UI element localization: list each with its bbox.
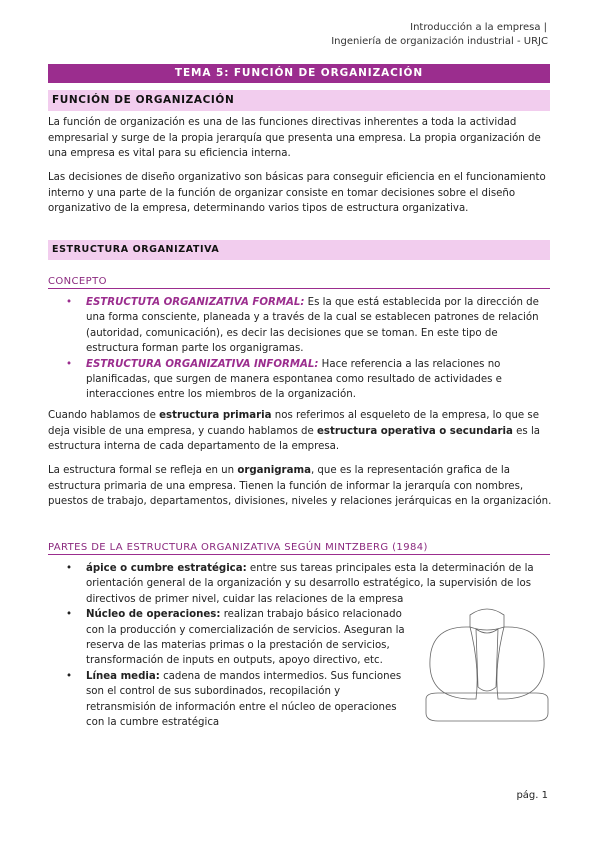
text-run: nos referimos al esqueleto de la empresa, lo que se deja visible de una empresa, y cuando hablamos de [48, 410, 539, 437]
section-heading-funcion: FUNCIÓN DE ORGANIZACIÓN [48, 90, 550, 111]
definition-formal: Es la que está establecida por la dirección de una forma consciente, planeada y a través de la cual se establecen patrones de relación (autoridad, comunicación), es decir las decisiones que se toman. En este tipo de estructura forman parte los organigramas. [86, 297, 539, 355]
definition-linea-media: cadena de mandos intermedios. Sus funciones son el control de sus subordinados, recopilación y retransmisión de información entre el núcleo de operaciones con la cumbre estratégica [86, 670, 402, 729]
text-run: Cuando hablamos de [48, 410, 160, 421]
term-informal: ESTRUCTURA ORGANIZATIVA INFORMAL: [86, 358, 319, 370]
header-course: Introducción a la empresa | [410, 22, 547, 33]
bullet-icon: • [66, 670, 73, 682]
text-run: , que es la representación grafica de la estructura primaria de una empresa. Tienen la función de informar la jerarquía con nombres, puestos de trabajo, departamentos, divisiones, niveles y relaciones jerárquicas en la organización. [48, 465, 552, 508]
figure-apex-shape [470, 609, 504, 630]
term-linea-media: Línea media: [86, 670, 160, 682]
figure-operating-core [426, 693, 548, 721]
definition-apice: entre sus tareas principales esta la determinación de la orientación general de la organización y su desarrollo estratégico, la supervisión de los directivos de primer nivel, cuidar las relaciones de la empresa [86, 563, 534, 605]
subheading-partes-mintzberg: PARTES DE LA ESTRUCTURA ORGANIZATIVA SEGÚN MINTZBERG (1984) [48, 542, 550, 555]
list-item [66, 607, 416, 669]
figure-right-lobe [497, 627, 544, 699]
figure-left-lobe [430, 627, 477, 699]
definition-nucleo: realizan trabajo básico relacionado con la producción y comercialización de servicios. Aseguran la reserva de las materias primas o la prestación de servicios, transformación de inputs en outputs, apoyo directivo, etc. [86, 609, 405, 667]
page-number: pág. 1 [516, 790, 548, 801]
paragraph-funcion-intro: La función de organización es una de las funciones directivas inherentes a toda la actividad empresarial y surge de la propia jerarquía que presenta una empresa. La propia organización de una empresa es vital para su eficiencia interna. [48, 117, 541, 160]
figure-middle-line [476, 629, 498, 691]
bullet-icon: • [66, 358, 73, 370]
text-run: La estructura formal se refleja en un [48, 465, 238, 476]
bullet-icon: • [66, 563, 73, 574]
bullet-icon: • [66, 609, 73, 621]
subheading-concepto: CONCEPTO [48, 276, 550, 289]
text-run: es la estructura interna de cada departamento de la empresa. [48, 425, 541, 453]
section-heading-estructura: ESTRUCTURA ORGANIZATIVA [48, 240, 550, 260]
paragraph-estructura-primaria [48, 408, 552, 455]
term-apice: ápice o cumbre estratégica: [86, 563, 247, 574]
list-item [66, 669, 404, 731]
list-item [66, 357, 546, 403]
concepto-list [66, 295, 546, 403]
term-formal: ESTRUCTUTA ORGANIZATIVA FORMAL: [86, 297, 305, 308]
topic-title-band: TEMA 5: FUNCIÓN DE ORGANIZACIÓN [48, 64, 550, 83]
page-header [331, 21, 548, 49]
list-item [66, 295, 546, 357]
paragraph-organigrama [48, 463, 552, 510]
term-nucleo: Núcleo de operaciones: [86, 609, 221, 621]
bold-term-primaria: estructura primaria [159, 410, 272, 421]
header-degree: Ingeniería de organización industrial - URJC [331, 36, 548, 47]
definition-informal: Hace referencia a las relaciones no planificadas, que surgen de manera espontanea como resultado de actividades e interacciones entre los miembros de la organización. [86, 358, 502, 401]
paragraph-diseno-organizativo: Las decisiones de diseño organizativo son básicas para conseguir eficiencia en el funcionamiento interno y una parte de la función de organizar consiste en tomar decisiones sobre el diseño organizativo de la empresa, determinando varios tipos de estructura organizativa. [48, 172, 546, 215]
bold-term-organigrama: organigrama [237, 465, 311, 476]
mintzberg-structure-figure [418, 597, 556, 732]
bold-term-secundaria: estructura operativa o secundaria [317, 425, 513, 437]
bullet-icon: • [66, 297, 73, 308]
